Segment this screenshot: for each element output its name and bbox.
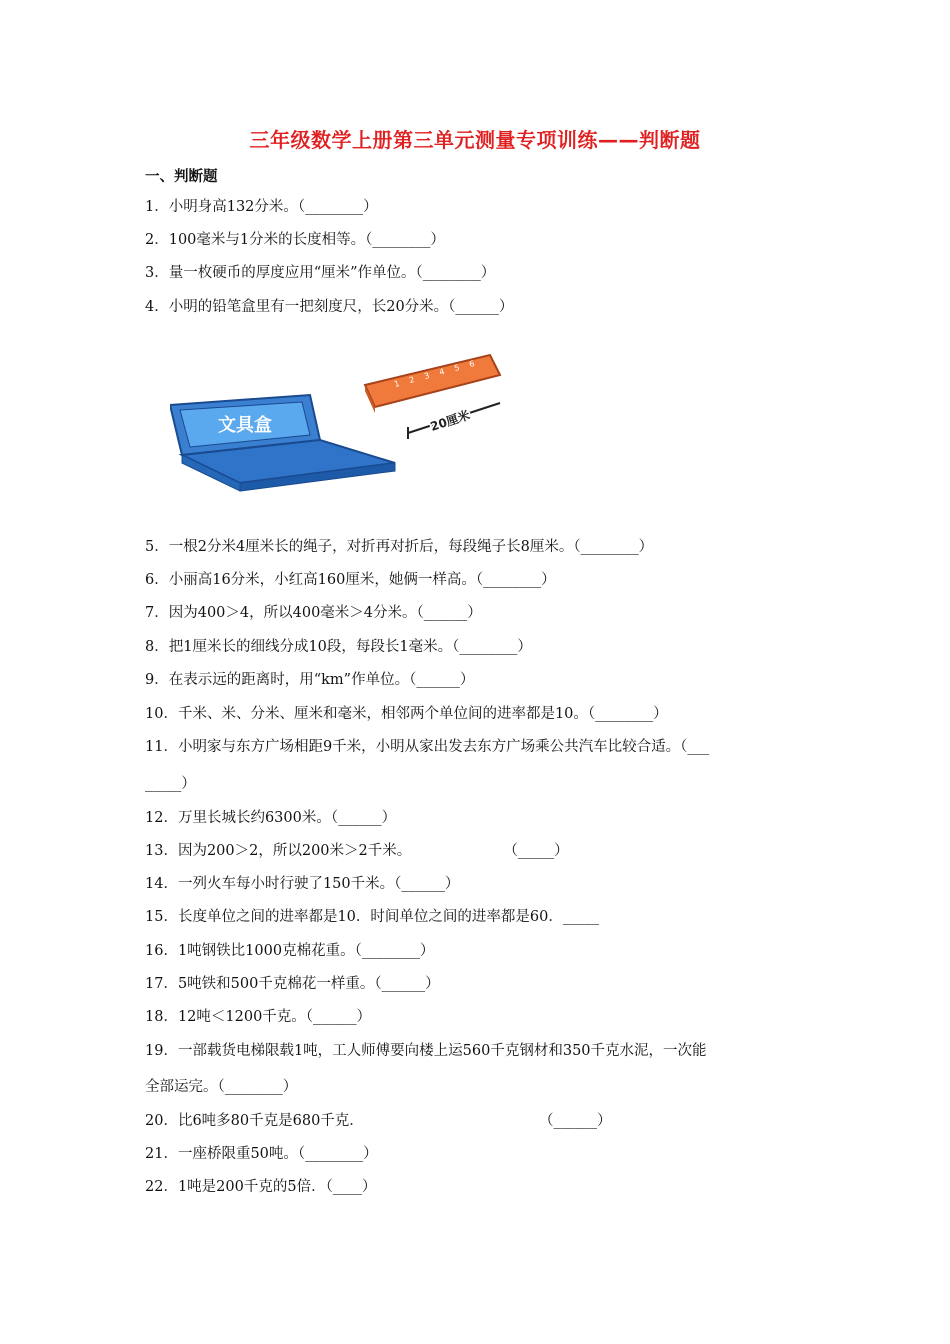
question-4: 4．小明的铅笔盒里有一把刻度尺，长20分米。（______） xyxy=(145,299,514,315)
question-14: 14．一列火车每小时行驶了150千米。（______） xyxy=(145,876,460,892)
question-3: 3．量一枚硬币的厚度应用“厘米”作单位。（________） xyxy=(145,265,496,281)
ruler-tick-3: 3 xyxy=(423,370,431,381)
stationery-box-illustration xyxy=(170,345,510,495)
ruler-tick-2: 2 xyxy=(408,374,416,385)
question-19: 19．一部载货电梯限载1吨，工人师傅要向楼上运560千克钢材和350千克水泥，一次能 xyxy=(145,1043,707,1059)
question-8: 8．把1厘米长的细线分成10段，每段长1毫米。（________） xyxy=(145,639,532,655)
question-7: 7．因为400＞4，所以400毫米＞4分米。（______） xyxy=(145,605,482,621)
question-21: 21．一座桥限重50吨。（________） xyxy=(145,1146,378,1162)
question-11: 11．小明家与东方广场相距9千米，小明从家出发去东方广场乘公共汽车比较合适。（___ xyxy=(145,739,710,755)
question-9: 9．在表示远的距离时，用“km”作单位。（______） xyxy=(145,672,475,688)
question-17: 17．5吨铁和500千克棉花一样重。（______） xyxy=(145,976,440,992)
question-10: 10．千米、米、分米、厘米和毫米，相邻两个单位间的进率都是10。（________） xyxy=(145,706,668,722)
question-19-continued: 全部运完。（________） xyxy=(145,1079,298,1095)
ruler-length-label: 20厘米 xyxy=(428,407,472,434)
question-22: 22．1吨是200千克的5倍．（____） xyxy=(145,1179,377,1195)
ruler-tick-5: 5 xyxy=(453,362,461,373)
question-12: 12．万里长城长约6300米。（______） xyxy=(145,810,397,826)
ruler-tick-6: 6 xyxy=(468,358,476,369)
worksheet-title: 三年级数学上册第三单元测量专项训练——判断题 xyxy=(249,128,701,152)
question-15: 15．长度单位之间的进率都是10．时间单位之间的进率都是60．_____ xyxy=(145,909,600,925)
ruler-tick-1: 1 xyxy=(393,378,401,389)
section-heading: 一、判断题 xyxy=(145,169,218,185)
ruler xyxy=(365,355,500,407)
question-1: 1．小明身高132分米。（________） xyxy=(145,199,378,215)
question-5: 5．一根2分米4厘米长的绳子，对折再对折后，每段绳子长8厘米。（________） xyxy=(145,539,654,555)
question-2: 2．100毫米与1分米的长度相等。（________） xyxy=(145,232,445,248)
question-6: 6．小丽高16分米，小红高160厘米，她俩一样高。（________） xyxy=(145,572,556,588)
question-20: 20．比6吨多80千克是680千克． （______） xyxy=(145,1113,612,1129)
question-13: 13．因为200＞2，所以200米＞2千米。 （_____） xyxy=(145,843,569,859)
question-11-continued: _____） xyxy=(145,776,196,792)
ruler-tick-4: 4 xyxy=(438,366,446,377)
question-18: 18．12吨＜1200千克。（______） xyxy=(145,1009,372,1025)
question-16: 16．1吨钢铁比1000克棉花重。（________） xyxy=(145,943,435,959)
box-label: 文具盒 xyxy=(218,415,272,436)
